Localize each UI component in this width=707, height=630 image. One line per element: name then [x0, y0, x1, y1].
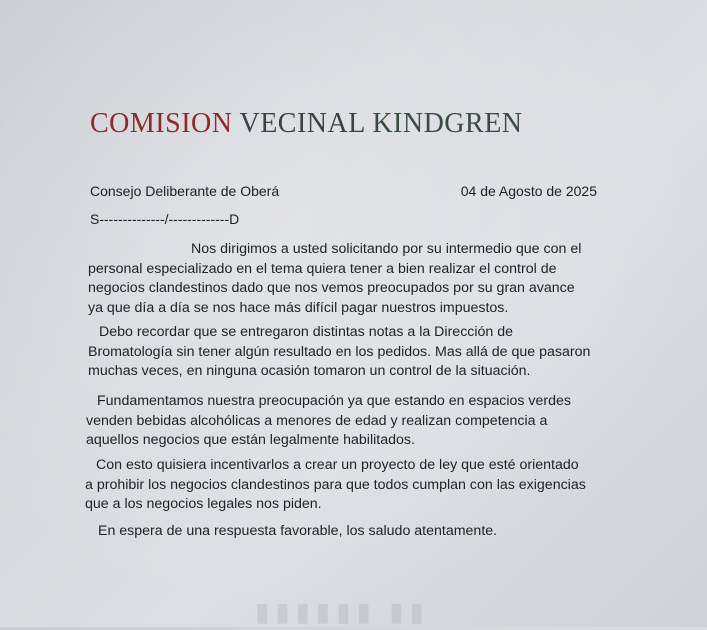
- paragraph-line: venden bebidas alcohólicas a menores de edad y realizan competencia a: [86, 412, 548, 429]
- paragraph-line: Fundamentamos nuestra preocupación ya que estando en espacios verdes: [97, 393, 572, 409]
- letter-date: 04 de Agosto de 2025: [460, 183, 597, 199]
- paragraph-line: personal especializado en el tema quiera tener a bien realizar el control de: [88, 260, 557, 277]
- bleed-through-text: ▮▮▮▮▮▮ ▮▮: [255, 601, 430, 630]
- paragraph-line: a prohibir los negocios clandestinos para que todos cumplan con las exigencias: [85, 476, 586, 493]
- title-word-kindgren: KINDGREN: [372, 108, 523, 139]
- paragraph-5: [98, 522, 497, 542]
- paragraph-line: Nos dirigimos a usted solicitando por su intermedio que con el: [191, 241, 582, 257]
- paragraph-line: muchas veces, en ninguna ocasión tomaron un control de la situación.: [88, 363, 531, 379]
- paragraph-line: negocios clandestinos dado que nos vemos preocupados por su gran avance: [88, 280, 575, 296]
- title-word-vecinal: VECINAL: [239, 108, 365, 139]
- paragraph-2: [88, 323, 590, 382]
- paragraph-line: Bromatología sin tener algún resultado en los pedidos. Mas allá de que pasaron: [88, 343, 591, 360]
- paragraph-3: [86, 392, 571, 451]
- paragraph-line: aquellos negocios que están legalmente habilitados.: [86, 432, 415, 448]
- paragraph-line: Con esto quisiera incentivarlos a crear un proyecto de ley que esté orientado: [96, 457, 579, 473]
- paragraph-line: Debo recordar que se entregaron distintas notas a la Dirección de: [99, 324, 514, 340]
- paragraph-line: En espera de una respuesta favorable, los saludo atentamente.: [98, 523, 498, 539]
- paragraph-1: [88, 240, 581, 318]
- title-word-comision: COMISION: [90, 108, 233, 139]
- recipient: Consejo Deliberante de Oberá: [90, 183, 280, 199]
- paragraph-line: que a los negocios legales nos piden.: [85, 496, 322, 512]
- salutation: S--------------/-------------D: [90, 211, 240, 227]
- paragraph-line: ya que día a día se nos hace más difícil pagar nuestros impuestos.: [88, 299, 509, 316]
- letter-title: [90, 108, 523, 140]
- paragraph-4: [85, 456, 586, 515]
